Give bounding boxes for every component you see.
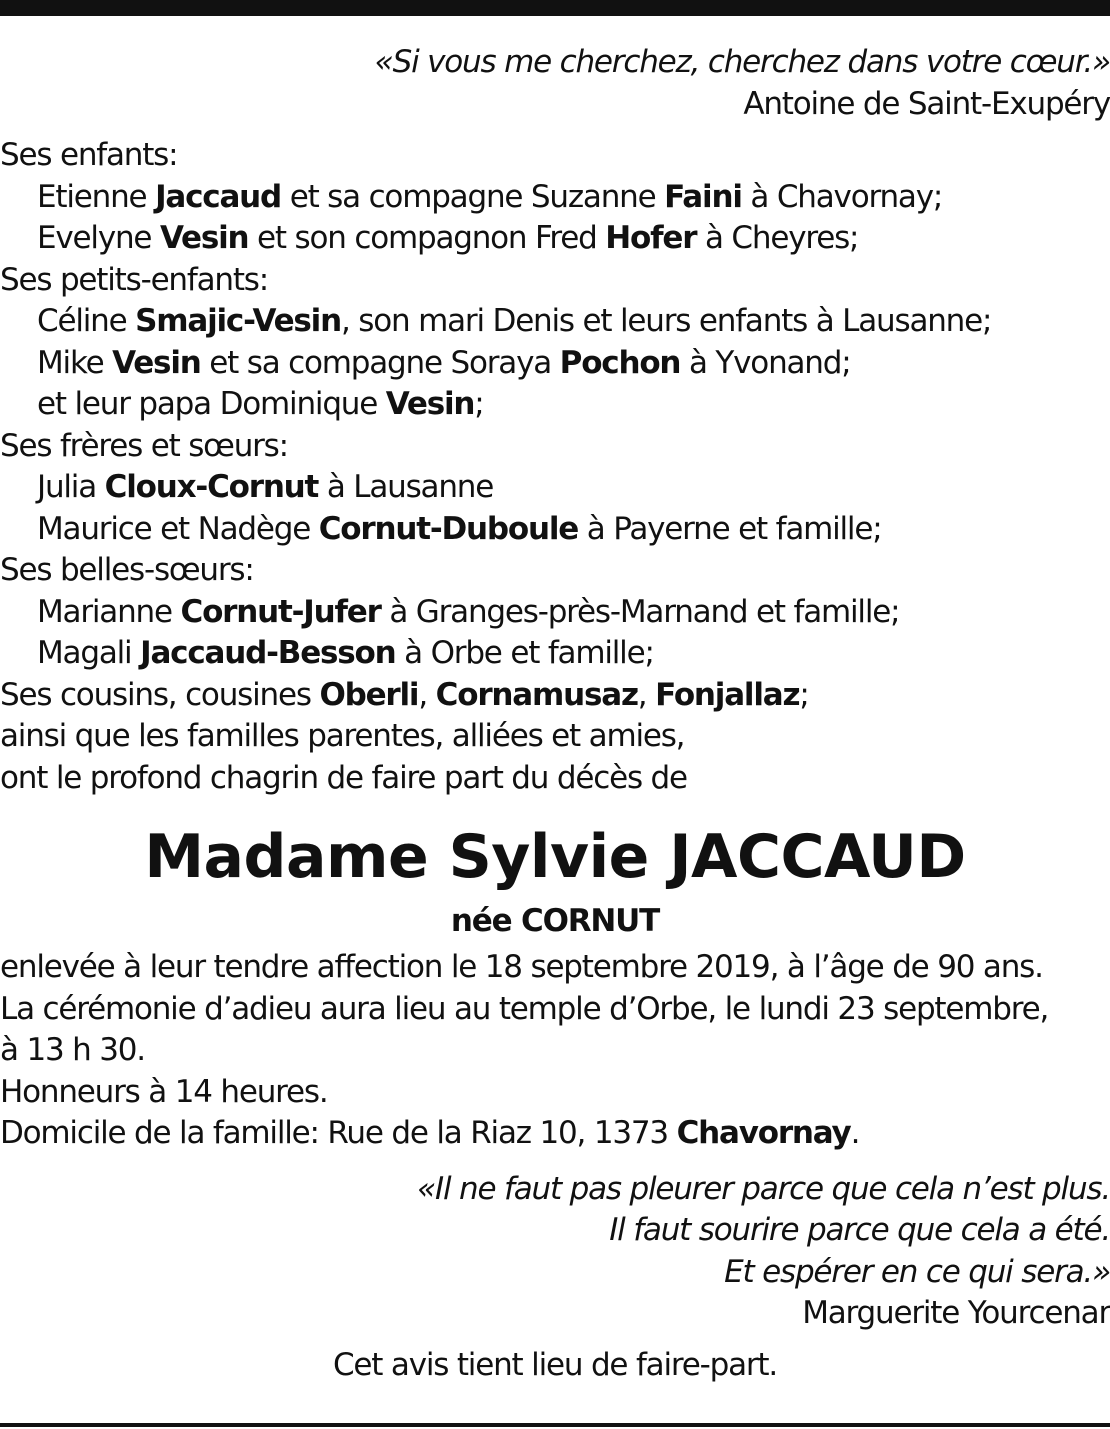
announcement-line: ont le profond chagrin de faire part du décès de [0, 759, 687, 796]
home-address-line: Domicile de la famille: Rue de la Riaz 10, 1373 Chavornay. [0, 1115, 860, 1151]
grandchild-line-2: Mike Vesin et sa compagne Soraya Pochon à Yvonand; [37, 344, 851, 381]
footer-note: Cet avis tient lieu de faire-part. [332, 1346, 778, 1383]
families-line: ainsi que les familles parentes, alliées et amies, [0, 718, 685, 754]
details-line-1: enlevée à leur tendre affection le 18 septembre 2019, à l’âge de 90 ans. [0, 949, 1043, 985]
closing-quote-line-2: Il faut sourire parce que cela a été. [609, 1212, 1110, 1248]
maiden-name: née CORNUT [450, 903, 660, 939]
grandchild-line-1: Céline Smajic-Vesin, son mari Denis et leurs enfants à Lausanne; [37, 303, 992, 339]
child-line-2: Evelyne Vesin et son compagnon Fred Hofer à Cheyres; [37, 220, 859, 256]
epigraph-author: Antoine de Saint-Exupéry [743, 85, 1110, 122]
deceased-name: Madame Sylvie JACCAUD [144, 822, 966, 892]
child-line-1: Etienne Jaccaud et sa compagne Suzanne Faini à Chavornay; [37, 178, 943, 215]
cousins-line: Ses cousins, cousines Oberli, Cornamusaz, Fonjallaz; [0, 676, 809, 713]
details-line-3: à 13 h 30. [0, 1032, 145, 1068]
grandchildren-heading: Ses petits-enfants: [0, 261, 268, 298]
sister-in-law-line-1: Marianne Cornut-Jufer à Granges-près-Marnand et famille; [37, 593, 900, 630]
details-line-4: Honneurs à 14 heures. [0, 1073, 328, 1110]
epigraph-quote: «Si vous me cherchez, cherchez dans votre cœur.» [374, 44, 1110, 80]
grandchild-line-3: et leur papa Dominique Vesin; [37, 386, 484, 422]
top-rule [0, 0, 1110, 16]
sibling-line-1: Julia Cloux-Cornut à Lausanne [37, 469, 494, 505]
details-line-2: La cérémonie d’adieu aura lieu au temple d’Orbe, le lundi 23 septembre, [0, 990, 1049, 1027]
siblings-heading: Ses frères et sœurs: [0, 427, 288, 464]
obituary-notice [0, 42, 1110, 1386]
sibling-line-2: Maurice et Nadège Cornut-Duboule à Payerne et famille; [37, 510, 882, 547]
closing-quote-line-3: Et espérer en ce qui sera.» [724, 1253, 1110, 1290]
sisters-in-law-heading: Ses belles-sœurs: [0, 552, 254, 588]
children-heading: Ses enfants: [0, 137, 178, 173]
closing-quote-author: Marguerite Yourcenar [802, 1295, 1110, 1331]
sister-in-law-line-2: Magali Jaccaud-Besson à Orbe et famille; [37, 635, 654, 671]
closing-quote-line-1: «Il ne faut pas pleurer parce que cela n’est plus. [417, 1170, 1110, 1207]
bottom-rule [0, 1423, 1110, 1427]
